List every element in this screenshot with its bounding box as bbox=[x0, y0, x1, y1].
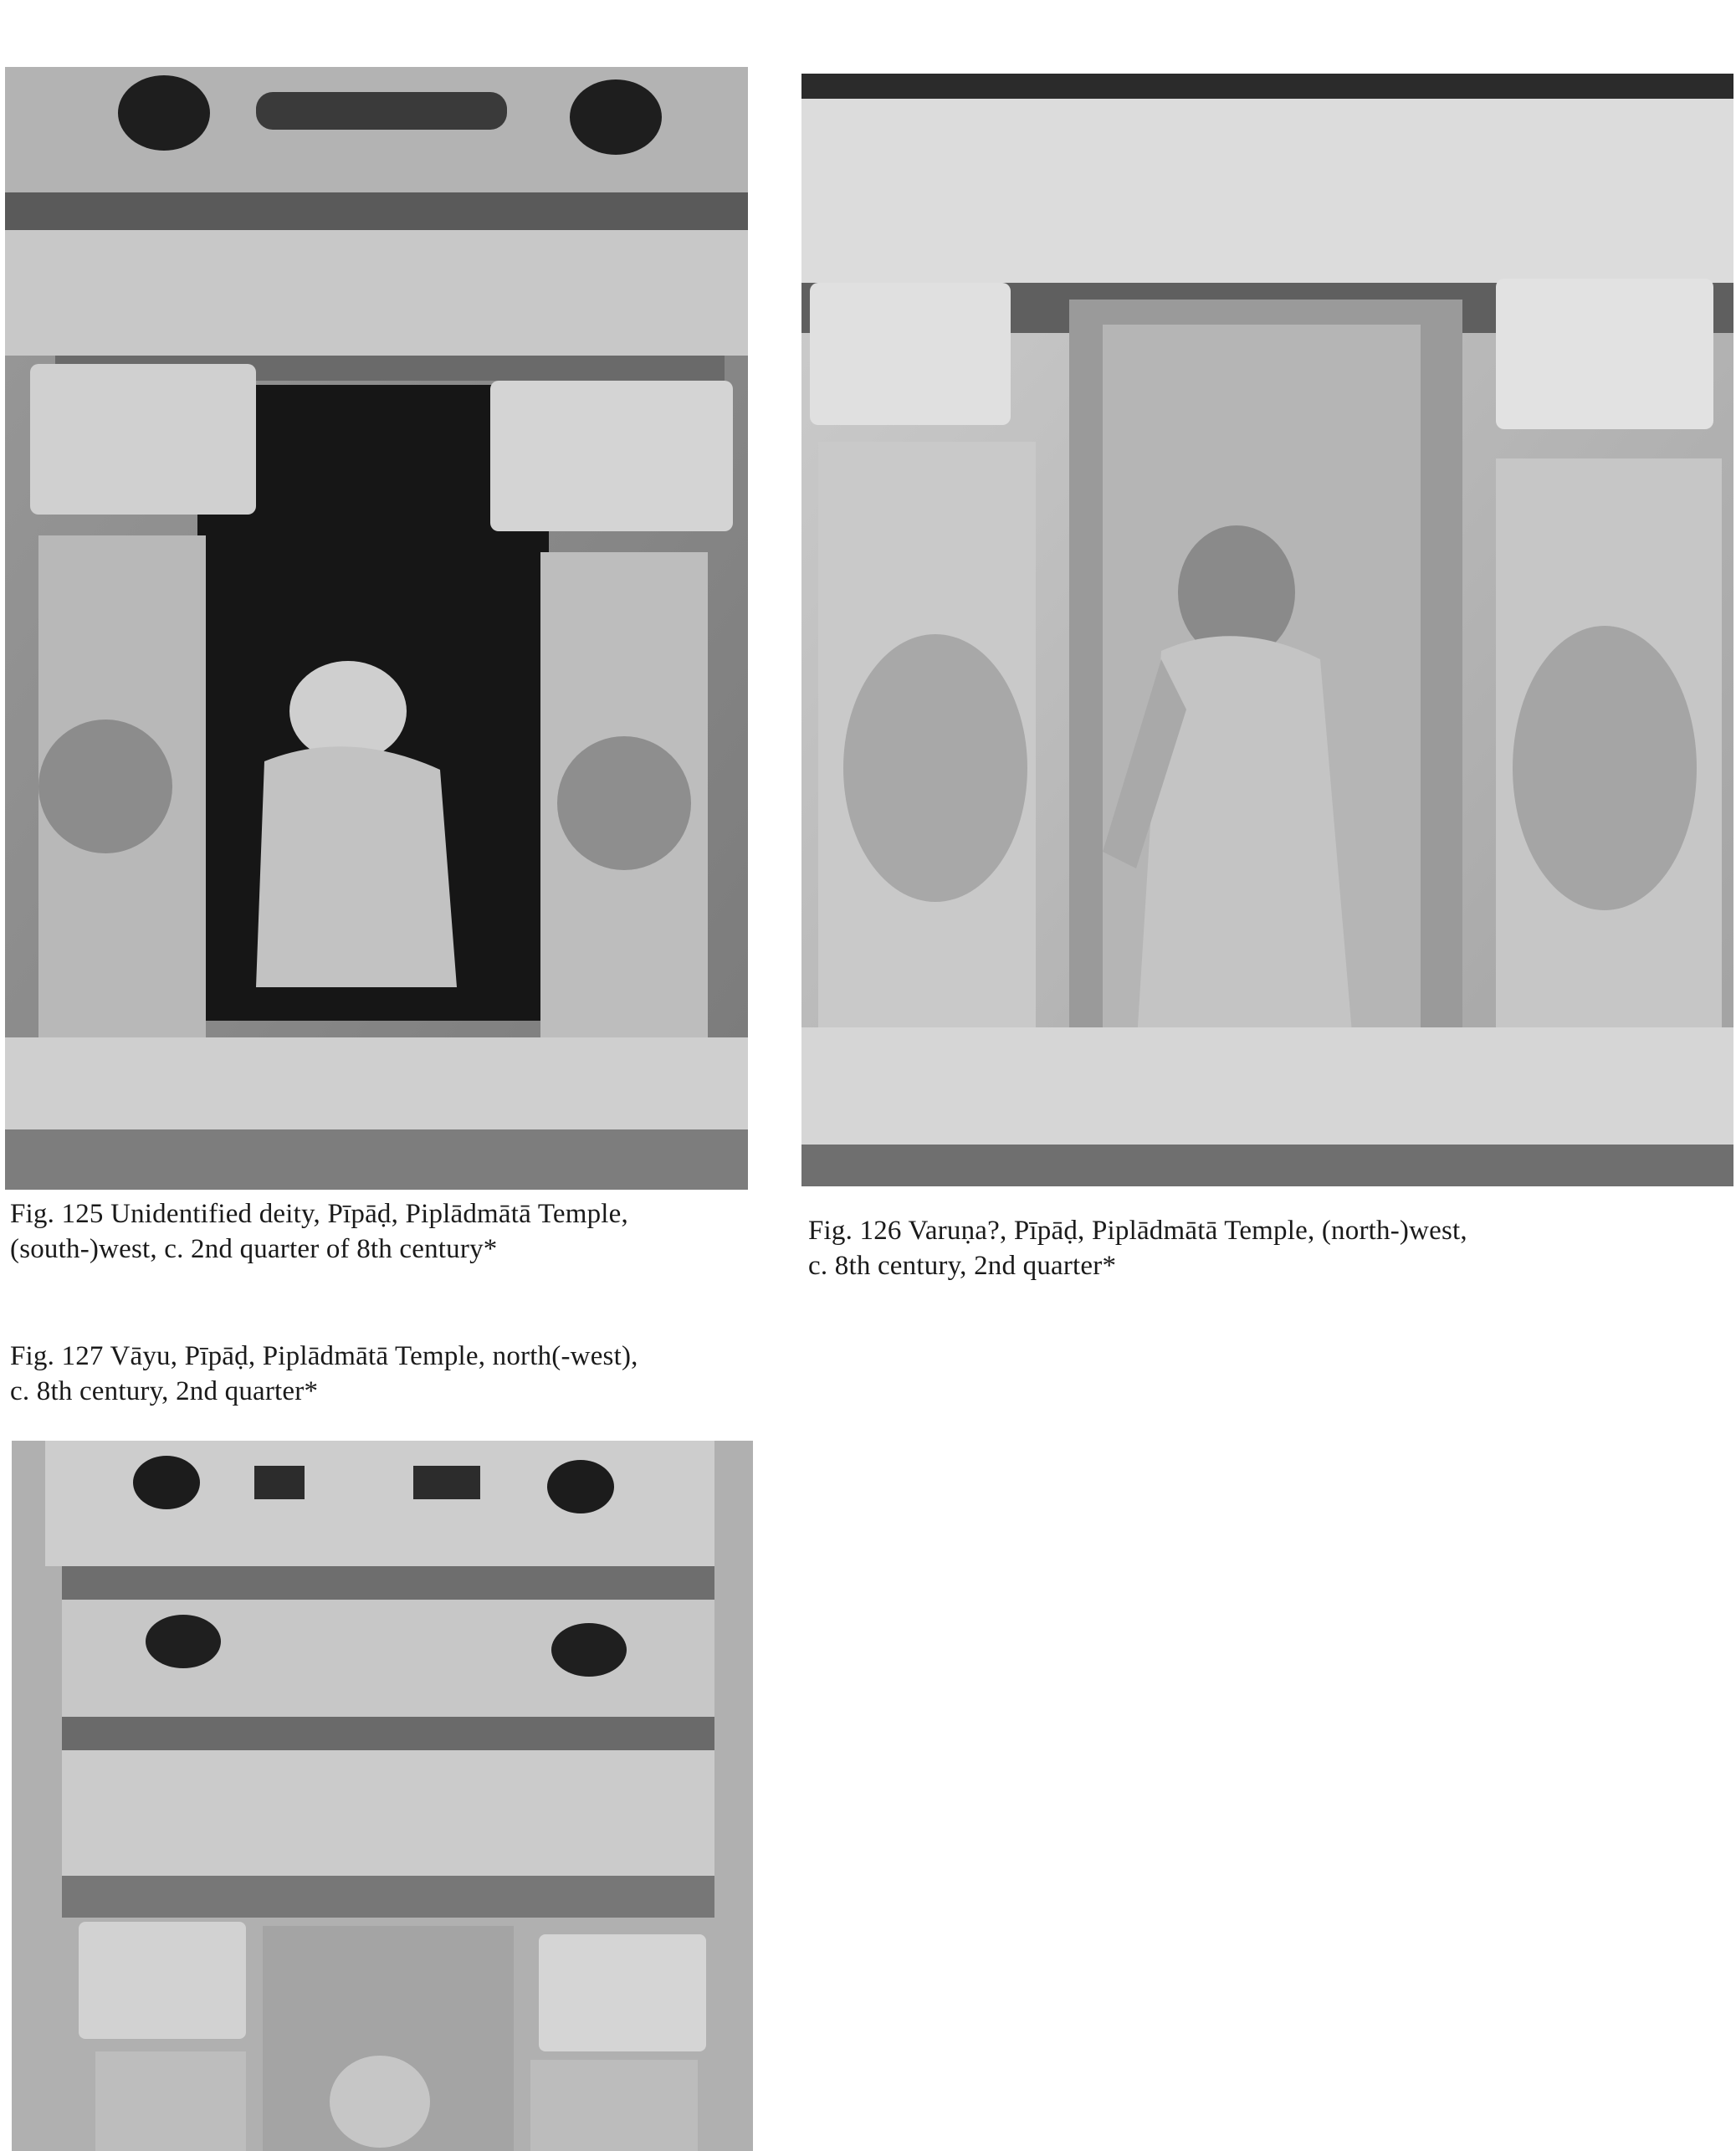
photo-fig-125 bbox=[5, 67, 748, 1190]
caption-fig-125 bbox=[10, 1196, 763, 1267]
relief-photo-127 bbox=[12, 1441, 753, 2151]
caption-fig-127-line1: Fig. 127 Vāyu, Pīpāḍ, Piplādmātā Temple, north(-west), bbox=[10, 1341, 638, 1371]
photo-fig-126 bbox=[801, 74, 1733, 1186]
caption-fig-126 bbox=[808, 1213, 1728, 1283]
relief-photo-126 bbox=[801, 74, 1733, 1186]
caption-fig-127 bbox=[10, 1339, 763, 1409]
relief-photo-125 bbox=[5, 67, 748, 1190]
caption-fig-126-line2: c. 8th century, 2nd quarter* bbox=[808, 1251, 1117, 1281]
caption-fig-126-line1: Fig. 126 Varuṇa?, Pīpāḍ, Piplādmātā Temple, (north-)west, bbox=[808, 1216, 1467, 1246]
caption-fig-125-line1: Fig. 125 Unidentified deity, Pīpāḍ, Piplādmātā Temple, bbox=[10, 1199, 628, 1229]
photo-fig-127 bbox=[12, 1441, 753, 2151]
caption-fig-125-line2: (south-)west, c. 2nd quarter of 8th century* bbox=[10, 1234, 498, 1264]
caption-fig-127-line2: c. 8th century, 2nd quarter* bbox=[10, 1376, 319, 1406]
